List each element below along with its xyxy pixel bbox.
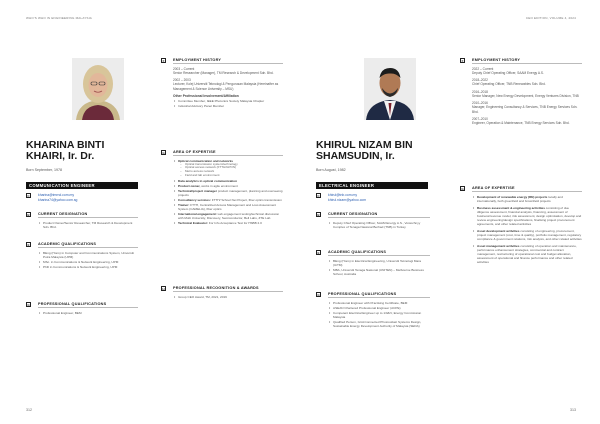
running-header-right: CEO EDITION, VOLUME 4, 2024 bbox=[525, 16, 576, 20]
item-head: Product owner, bbox=[178, 184, 201, 189]
sub-item: – Field and lab environment bbox=[180, 174, 283, 178]
birth-date: Born September, 1978 bbox=[26, 168, 62, 172]
list-item: • Industrial Advisory Panel Member bbox=[173, 104, 283, 108]
list-item bbox=[173, 221, 283, 225]
list-item bbox=[173, 184, 283, 188]
section-title: CURRENT DESIGNATION bbox=[38, 212, 138, 218]
section-title: PROFESSIONAL QUALIFICATIONS bbox=[38, 302, 138, 308]
list-item bbox=[472, 195, 582, 203]
contact-badge: C bbox=[317, 194, 320, 198]
employment-entry bbox=[472, 117, 582, 125]
list-item bbox=[173, 179, 283, 183]
list-item bbox=[173, 212, 283, 220]
section-title: ACADEMIC QUALIFICATIONS bbox=[328, 250, 430, 256]
sub-item: – Optical transmission system/technology bbox=[180, 163, 283, 167]
area-of-expertise-section bbox=[461, 186, 582, 265]
list-item bbox=[472, 229, 582, 241]
list-item: • Deputy Chief Operating Officer, SAAM Energy A.S., Vostochnyy Complex of Tenaga Nasional Berhad (TNB) in Turkey bbox=[328, 221, 430, 229]
section-title: AREA OF EXPERTISE bbox=[472, 186, 582, 192]
item-text: For Info Acceptance Test for HSBB 2.0 bbox=[208, 221, 262, 226]
list-item bbox=[173, 189, 283, 197]
item-head: Asset management activities bbox=[477, 243, 520, 248]
affiliation-heading: Other Professional Involvement/Affiliation bbox=[173, 93, 239, 98]
entry-text: Deputy Chief Operating Officer, SAAM Energy A.S. bbox=[472, 70, 544, 75]
entry-years: 2003 – Current bbox=[173, 66, 195, 71]
item-head: International engagement: bbox=[178, 212, 217, 217]
contact-badge: C bbox=[27, 194, 30, 198]
list-item: • PhD in Communications & Network Engineering, UPM bbox=[38, 265, 138, 269]
professional-qualifications-section bbox=[27, 302, 138, 316]
profile-photo-khirul bbox=[364, 58, 416, 120]
entry-text: Manager, Engineering Consultancy & Services, TNB Energy Services Sdn. Bhd. bbox=[472, 105, 578, 114]
section-title: ACADEMIC QUALIFICATIONS bbox=[38, 242, 138, 248]
list-item: • Professional Engineer, BEM bbox=[38, 311, 138, 315]
list-item bbox=[173, 159, 283, 179]
list-item: • Committee Member, IEEE Photonics Society Malaysia Chapter bbox=[173, 99, 283, 103]
section-title: EMPLOYMENT HISTORY bbox=[472, 58, 582, 64]
email-link[interactable]: khirul@tnb.com.my bbox=[328, 193, 358, 197]
employment-history-section bbox=[461, 58, 582, 129]
list-item: • Product Owner/Senior Researcher, TM Research & Development Sdn. Bhd. bbox=[38, 221, 138, 229]
contact-block bbox=[317, 193, 367, 202]
academic-qualifications-section bbox=[317, 250, 430, 277]
list-item: • Group CEO Award, TM, 2021, 2019 bbox=[173, 295, 283, 299]
person-name: KHIRUL NIZAM BIN SHAMSUDIN, Ir. bbox=[316, 139, 413, 162]
area-of-expertise-section bbox=[162, 150, 283, 226]
entry-years: 2016–2018 bbox=[472, 89, 488, 94]
item-text: product management, planning and overseeing projects bbox=[178, 189, 283, 198]
professional-qualifications-section bbox=[317, 292, 430, 329]
recognition-awards-section bbox=[162, 286, 283, 300]
item-head: Consultancy services: bbox=[178, 198, 211, 203]
list-item: • MBA, Universiti Tenaga Nasional (UNITEN) – Melbourne Business School, Australia bbox=[328, 268, 430, 276]
birth-date: Born August, 1982 bbox=[316, 168, 346, 172]
entry-years: 2022 – Current bbox=[472, 66, 494, 71]
employment-entry bbox=[472, 78, 582, 86]
list-item: • BEng (Hons) in Computer and Communications System, Universiti Putra Malaysia (UPM) bbox=[38, 251, 138, 259]
employment-entry bbox=[472, 67, 582, 75]
email-link[interactable]: kharina@tmrnd.com.my bbox=[38, 193, 75, 197]
section-badge: G bbox=[461, 186, 464, 191]
item-text: Lab engagement testing/technical discussion with Multi University, Discovery, Semiconductor, Bell Labs, ZTE Lab bbox=[178, 212, 280, 221]
entry-years: 2010–2016 bbox=[472, 101, 488, 106]
section-badge: F bbox=[461, 58, 464, 63]
section-badge: B bbox=[27, 212, 30, 217]
contact-block bbox=[27, 193, 78, 202]
section-badge: G bbox=[27, 302, 30, 307]
list-item: • ASEAN Chartered Professional Engineer (ACPE) bbox=[328, 306, 430, 310]
list-item: • MSc. in Communications & Network Engineering, UPM bbox=[38, 260, 138, 264]
section-title: PROFESSIONAL RECOGNITION & AWARDS bbox=[173, 286, 283, 292]
list-item bbox=[173, 198, 283, 202]
role-bar: COMMUNICATION ENGINEER bbox=[26, 182, 138, 189]
item-text: works in agile environment bbox=[201, 184, 238, 189]
item-text: consisting of due diligence assessment, financial analysis, financing, assessment of business/revenue model, risk assessment, design optimisation, develop and review engineering/design specifications, finalising project procurement agreements, and other related activities bbox=[477, 205, 582, 226]
list-item bbox=[472, 244, 582, 264]
item-text: locally and internationally, both greenfield and brownfield projects bbox=[477, 194, 563, 203]
employment-history-section bbox=[162, 58, 283, 109]
entry-text: Chief Operating Officer, TNB Renewables Sdn. Bhd. bbox=[472, 82, 546, 87]
entry-text: Lecturer, Kolej Universiti Teknologi & Pengurusan Malaysia (Hereinafter as Management & Science University – MSU) bbox=[173, 82, 279, 91]
section-badge: E bbox=[27, 242, 30, 247]
portrait-image bbox=[72, 58, 124, 120]
list-item: • Professional Engineer with Practising Certificate, BEM bbox=[328, 301, 430, 305]
profile-photo-kharina bbox=[72, 58, 124, 120]
current-designation-section bbox=[27, 212, 138, 230]
item-head: Optical communication and networks bbox=[178, 158, 234, 163]
section-title: EMPLOYMENT HISTORY bbox=[173, 58, 283, 64]
item-head: Development of renewable energy (RE) projects bbox=[477, 194, 548, 199]
person-name: KHARINA BINTI KHAIRI, Ir. Dr. bbox=[26, 139, 105, 162]
portrait-image bbox=[364, 58, 416, 120]
right-page bbox=[300, 0, 600, 424]
employment-entry bbox=[173, 78, 283, 91]
page-number: 312 bbox=[26, 408, 32, 412]
item-head: Technical/project manager bbox=[178, 189, 217, 194]
section-badge: G bbox=[162, 150, 165, 155]
entry-text: Engineer, Operation & Maintenance, TNB Energy Services Sdn. Bhd. bbox=[472, 121, 570, 126]
list-item: • Qualified Person, Grid-Connected Photovoltaic Systems Design, Sustainable Energy Development Authority of Malaysia (SEDA) bbox=[328, 320, 430, 328]
page-number: 313 bbox=[570, 408, 576, 412]
current-designation-section bbox=[317, 212, 430, 230]
list-item: • BEng (Hons) in Electrical Engineering, Universiti Teknologi Mara (UiTM) bbox=[328, 259, 430, 267]
item-head: Business assessment & engineering activities bbox=[477, 205, 545, 210]
section-badge: B bbox=[317, 212, 320, 217]
section-title: AREA OF EXPERTISE bbox=[173, 150, 283, 156]
section-title: PROFESSIONAL QUALIFICATIONS bbox=[328, 292, 430, 298]
running-header-left: WHO'S WHO IN ENGINEERING MALAYSIA bbox=[26, 16, 92, 20]
role-bar: ELECTRICAL ENGINEER bbox=[316, 182, 428, 189]
entry-text: Senior Researcher (Manager), TM Research & Development Sdn. Bhd. bbox=[173, 70, 274, 75]
employment-entry bbox=[472, 101, 582, 114]
item-head: Asset development activities bbox=[477, 228, 520, 233]
list-item: • Competent Electrical Engineer up to 132kV, Energy Commission Malaysia bbox=[328, 311, 430, 319]
email-link[interactable]: kharina74@yahoo.com.sg bbox=[38, 197, 78, 202]
item-text: FTTH/ School Net Project, fiber optics transmission bbox=[211, 198, 282, 203]
section-badge: G bbox=[317, 292, 320, 297]
entry-years: 2007–2010 bbox=[472, 117, 488, 122]
list-item bbox=[472, 206, 582, 226]
item-text: FTTH, Centralized Access Management and Loss Assessment System (CAMELIA), fiber optics bbox=[178, 203, 277, 212]
academic-qualifications-section bbox=[27, 242, 138, 270]
section-badge: F bbox=[162, 58, 165, 63]
section-badge: H bbox=[162, 286, 165, 291]
email-link[interactable]: khirul.nizam@yahoo.com bbox=[328, 197, 367, 202]
entry-text: Senior Manager, New Energy Development, Energy Ventures Division, TNB bbox=[472, 93, 579, 98]
entry-years: 2018–2022 bbox=[472, 78, 488, 83]
section-title: CURRENT DESIGNATION bbox=[328, 212, 430, 218]
employment-entry bbox=[173, 67, 283, 75]
sub-item: – Optical access network (FTTH/GPON) bbox=[180, 166, 283, 170]
entry-years: 2002 – 2003 bbox=[173, 78, 191, 83]
item-text: consisting of engineering, procurement, project management (cost, time & quality), portfolio management, regulatory compliance & government relations, risk analysis, and other related activities bbox=[477, 228, 582, 241]
item-text: consisting of operation and maintenance, performance enhancement strategies, commercial and contract management, restructuring of operational cost and budget allocation, assessment of operational and finance performance and other related activities bbox=[477, 243, 577, 264]
list-item bbox=[173, 203, 283, 211]
sub-item: – Metro access network bbox=[180, 170, 283, 174]
item-head: Trainer: bbox=[178, 203, 190, 208]
employment-entry bbox=[472, 90, 582, 98]
item-head: Technical Evaluator: bbox=[178, 221, 209, 226]
item-head: Data analytics in optical communication bbox=[178, 179, 237, 184]
section-badge: E bbox=[317, 250, 320, 255]
